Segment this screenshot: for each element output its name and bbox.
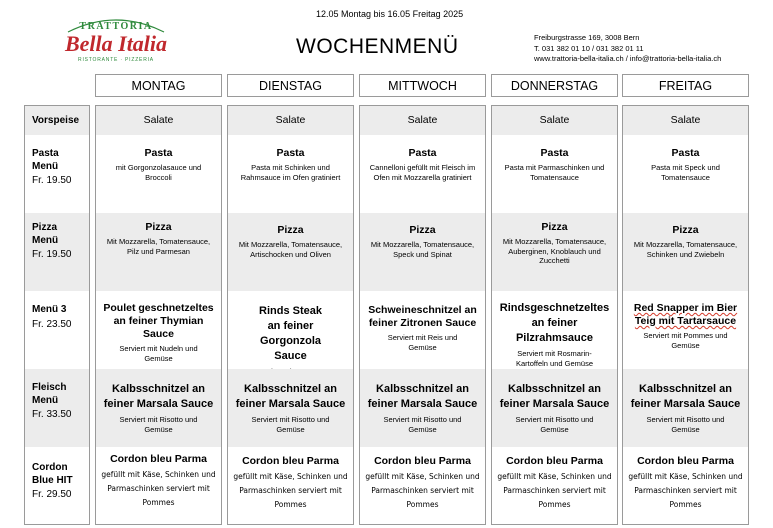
dish-description: Serviert mit Rosmarin-Kartoffeln und Gemüse (516, 349, 593, 368)
dish-description: Serviert mit Risotto und Gemüse (515, 415, 594, 434)
category-label: Fleisch Menü (32, 382, 67, 406)
dish-title: Pasta (144, 147, 173, 159)
category-label: Menü 3 (32, 304, 67, 315)
category-row-fleisch (25, 369, 89, 447)
dish-description: Mit Mozzarella, Tomatensauce, Schinken und Zwiebeln (633, 240, 738, 259)
dish-description: gefüllt mit Käse, Schinken und Parmaschinken serviert mit Pommes (628, 472, 743, 509)
bella-italia-logo-icon (50, 14, 182, 64)
dish-description: Serviert mit Risotto und Gemüse (119, 415, 198, 434)
category-row-pizza (25, 213, 89, 291)
dish-title: Kalbsschnitzel an feiner Marsala Sauce (235, 383, 346, 410)
category-price: Fr. 29.50 (32, 489, 72, 500)
dish-description: Serviert mit Nudeln und Gemüse (119, 344, 198, 363)
dish-title: Rindsgeschnetzeltes an feiner Pilzrahmsauce (499, 302, 610, 344)
dish-title: Poulet geschnetzeltes an feiner Thymian Sauce (103, 302, 214, 340)
dish-title: Pizza (145, 221, 172, 233)
dish-description: Pasta mit Parmaschinken und Tomatensauce (504, 163, 605, 182)
dish-description: Serviert mit Pommes und Gemüse (643, 331, 728, 350)
dish-description: Mit Mozzarella, Tomatensauce, Pilz und Parmesan (106, 237, 211, 256)
starter: Salate (407, 114, 438, 126)
address: Freiburgstrasse 169, 3008 Bern (534, 33, 640, 42)
dish-description: Serviert mit Reis und Gemüse (387, 333, 458, 352)
category-row-cordon (25, 447, 89, 526)
dish-title: Pasta (276, 147, 305, 159)
dish-title: Schweineschnitzel an feiner Zitronen Sauce (368, 304, 477, 329)
dish-title: Kalbsschnitzel an feiner Marsala Sauce (103, 383, 214, 410)
phone: T. 031 382 01 10 / 031 382 01 11 (534, 43, 644, 53)
dish-title: Pizza (277, 224, 304, 236)
dish-title: Pasta (671, 147, 700, 159)
dish-title: Rinds Steak an feiner Gorgonzola Sauce (259, 305, 322, 362)
dish-title: Cordon bleu Parma (637, 455, 734, 467)
day-column-donnerstag (491, 105, 618, 525)
dish-title: Red Snapper im Bier Teig mit Tartarsauce (633, 302, 738, 327)
dish-description: gefüllt mit Käse, Schinken und Parmaschinken serviert mit Pommes (365, 472, 480, 509)
dish-description: mit Gorgonzolasauce und Broccoli (115, 163, 202, 182)
dish-description: Mit Mozzarella, Tomatensauce, Artischocken und Oliven (238, 240, 343, 259)
dish-description: Serviert mit Risotto und Gemüse (251, 415, 330, 434)
category-price: Fr. 23.50 (32, 319, 72, 330)
dish-title: Pizza (672, 224, 699, 236)
contact-info (534, 33, 721, 65)
dish-description: Cannelloni gefüllt mit Fleisch im Ofen mit Mozzarella gratiniert (369, 163, 476, 182)
dish-description: gefüllt mit Käse, Schinken und Parmaschinken serviert mit Pommes (101, 470, 216, 507)
starter: Salate (539, 114, 570, 126)
category-price: Fr. 19.50 (32, 175, 72, 186)
day-column-mittwoch (359, 105, 486, 525)
category-price: Fr. 33.50 (32, 409, 72, 420)
category-label: Vorspeise (32, 115, 80, 126)
day-header-donnerstag: DONNERSTAG (491, 74, 618, 97)
dish-title: Cordon bleu Parma (110, 453, 207, 465)
day-column-montag (95, 105, 222, 525)
category-label: Pasta Menü (32, 148, 59, 172)
dish-title: Cordon bleu Parma (374, 455, 471, 467)
dish-title: Cordon bleu Parma (506, 455, 603, 467)
logo-main-text: Bella Italia (64, 31, 168, 56)
dish-description: Pasta mit Speck und Tomatensauce (651, 163, 720, 182)
dish-title: Kalbsschnitzel an feiner Marsala Sauce (499, 383, 610, 410)
dish-description: gefüllt mit Käse, Schinken und Parmaschinken serviert mit Pommes (233, 472, 348, 509)
category-row-vorspeise (25, 106, 89, 135)
category-row-menu3 (25, 291, 89, 369)
category-label: Pizza Menü (32, 222, 59, 246)
logo-top-text: TRATTORIA (79, 21, 153, 32)
dish-description: Serviert mit Risotto und Gemüse (646, 415, 725, 434)
logo-sub-text: RISTORANTE · PIZZERIA (78, 57, 154, 63)
restaurant-logo (50, 14, 182, 64)
dish-description: Serviert mit Risotto und Gemüse (383, 415, 462, 434)
dish-title: Kalbsschnitzel an feiner Marsala Sauce (630, 383, 741, 410)
day-header-mittwoch: MITTWOCH (359, 74, 486, 97)
dish-description: Mit Mozzarella, Tomatensauce, Auberginen, Knoblauch und Zucchetti (502, 237, 607, 265)
day-header-dienstag: DIENSTAG (227, 74, 354, 97)
category-row-pasta (25, 135, 89, 213)
starter: Salate (670, 114, 701, 126)
dish-description: Mit Mozzarella, Tomatensauce, Speck und Spinat (370, 240, 475, 259)
dish-description: Pasta mit Schinken und Rahmsauce im Ofen gratiniert (240, 163, 341, 182)
starter: Salate (275, 114, 306, 126)
starter: Salate (143, 114, 174, 126)
dish-title: Pizza (409, 224, 436, 236)
dish-title: Pasta (408, 147, 437, 159)
dish-description: gefüllt mit Käse, Schinken und Parmaschinken serviert mit Pommes (497, 472, 612, 509)
dish-title: Cordon bleu Parma (242, 455, 339, 467)
dish-title: Pizza (541, 221, 568, 233)
dish-title: Kalbsschnitzel an feiner Marsala Sauce (367, 383, 478, 410)
day-column-dienstag (227, 105, 354, 525)
category-price: Fr. 19.50 (32, 249, 72, 260)
day-header-montag: MONTAG (95, 74, 222, 97)
date-range: 12.05 Montag bis 16.05 Freitag 2025 (316, 9, 464, 19)
day-column-freitag (622, 105, 749, 525)
category-label: Cordon Blue HIT (32, 462, 73, 486)
dish-title: Pasta (540, 147, 569, 159)
day-header-freitag: FREITAG (622, 74, 749, 97)
web-email: www.trattoria-bella-italia.ch / info@trattoria-bella-italia.ch (534, 54, 722, 63)
page-title: WOCHENMENÜ (296, 35, 459, 58)
category-column (24, 105, 90, 525)
